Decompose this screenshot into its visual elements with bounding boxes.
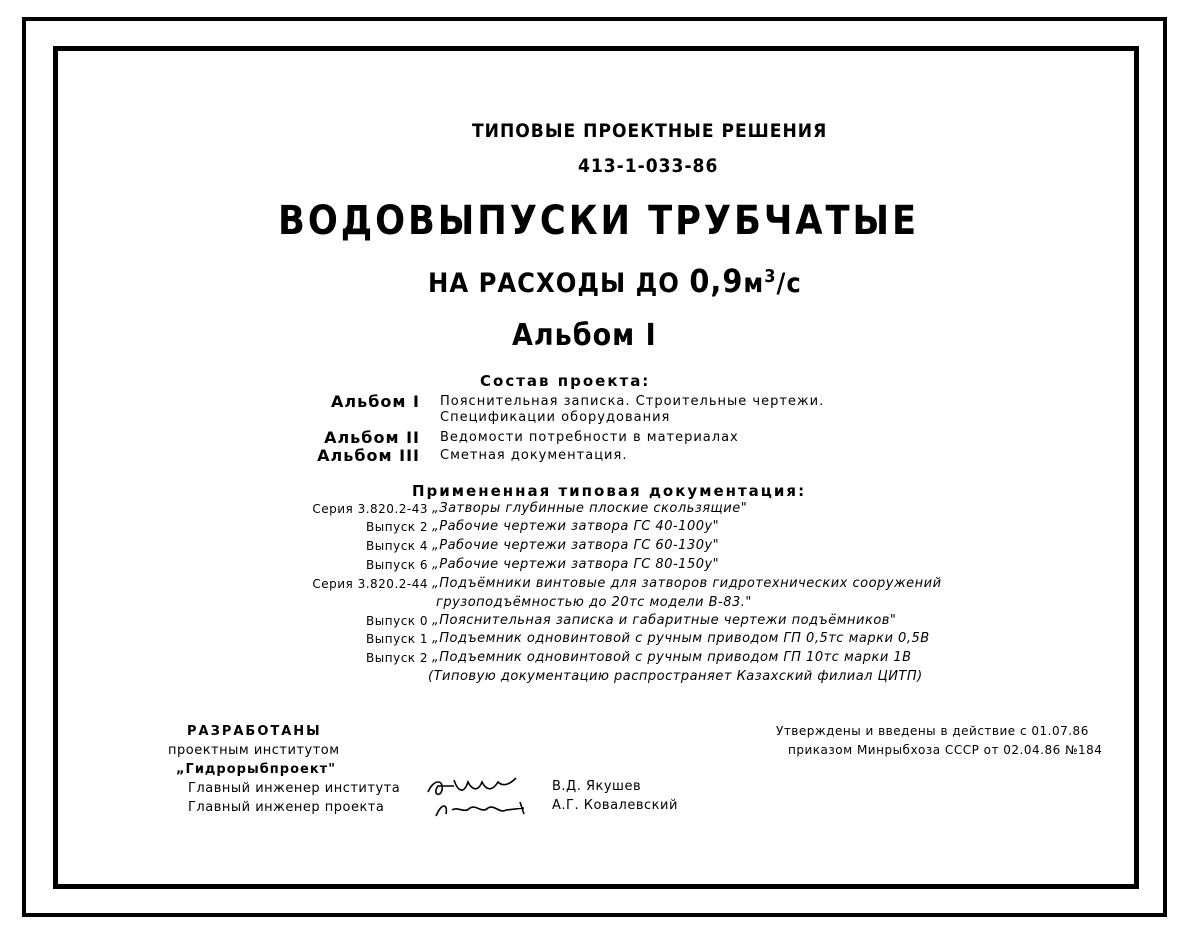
subtitle-unit-s: /с <box>776 268 802 299</box>
doc-text: „Подъемник одновинтовой с ручным приводом ГП 0,5тс марки 0,5В <box>432 631 930 646</box>
subtitle-value: 0,9 <box>689 262 744 300</box>
doc-label: Выпуск 6 <box>366 558 428 572</box>
doc-label: Выпуск 0 <box>366 614 428 628</box>
composition-text: Ведомости потребности в материалах <box>440 430 739 445</box>
subtitle <box>428 262 802 300</box>
doc-label: Выпуск 2 <box>366 651 428 665</box>
composition-text: Спецификации оборудования <box>440 410 671 425</box>
composition-title: Состав проекта: <box>480 372 651 390</box>
institute-label: проектным институтом <box>168 743 340 758</box>
doc-text: грузоподъёмностью до 20тс модели В-83." <box>436 595 752 610</box>
series-title: ТИПОВЫЕ ПРОЕКТНЫЕ РЕШЕНИЯ <box>472 120 828 142</box>
doc-text: „Подъемник одновинтовой с ручным приводом ГП 10тс марки 1В <box>432 650 912 665</box>
composition-label: Альбом III <box>317 446 420 465</box>
doc-label: Выпуск 1 <box>366 632 428 646</box>
chief-engineer-institute-label: Главный инженер института <box>188 781 401 796</box>
doc-label: Выпуск 4 <box>366 539 428 553</box>
developed-label: РАЗРАБОТАНЫ <box>187 724 322 739</box>
approval-line-1: Утверждены и введены в действие с 01.07.86 <box>776 724 1089 738</box>
institute-name: „Гидрорыбпроект" <box>176 762 336 777</box>
main-title: ВОДОВЫПУСКИ ТРУБЧАТЫЕ <box>278 198 920 244</box>
approval-line-2: приказом Минрыбхоза СССР от 02.04.86 №184 <box>788 743 1103 757</box>
composition-text: Сметная документация. <box>440 448 628 463</box>
doc-text: „Подъёмники винтовые для затворов гидротехнических сооружений <box>432 576 942 591</box>
doc-text: „Пояснительная записка и габаритные чертежи подъёмников" <box>432 613 897 628</box>
doc-label: Серия 3.820.2-43 <box>312 502 428 516</box>
composition-label: Альбом I <box>331 392 420 411</box>
composition-text: Пояснительная записка. Строительные чертежи. <box>440 394 825 409</box>
doc-label: Выпуск 2 <box>366 520 428 534</box>
doc-text: „Рабочие чертежи затвора ГС 80-150у" <box>432 557 720 572</box>
applied-docs-title: Примененная типовая документация: <box>412 482 807 500</box>
subtitle-unit-exp: 3 <box>764 266 777 287</box>
doc-label: Серия 3.820.2-44 <box>312 577 428 591</box>
chief-engineer-project-label: Главный инженер проекта <box>188 800 385 815</box>
engineer-name-2: А.Г. Ковалевский <box>552 798 678 813</box>
composition-label: Альбом II <box>324 428 420 447</box>
doc-text: (Типовую документацию распространяет Казахский филиал ЦИТП) <box>428 669 923 684</box>
doc-text: „Рабочие чертежи затвора ГС 40-100у" <box>432 519 720 534</box>
album-title: Альбом I <box>512 318 657 353</box>
document-code: 413-1-033-86 <box>578 155 719 177</box>
engineer-name-1: В.Д. Якушев <box>552 779 642 794</box>
doc-text: „Рабочие чертежи затвора ГС 60-130у" <box>432 538 720 553</box>
signature-image <box>424 770 534 824</box>
subtitle-prefix: НА РАСХОДЫ ДО <box>428 268 680 299</box>
subtitle-unit-m: м <box>743 268 765 299</box>
doc-text: „Затворы глубинные плоские скользящие" <box>432 501 748 516</box>
